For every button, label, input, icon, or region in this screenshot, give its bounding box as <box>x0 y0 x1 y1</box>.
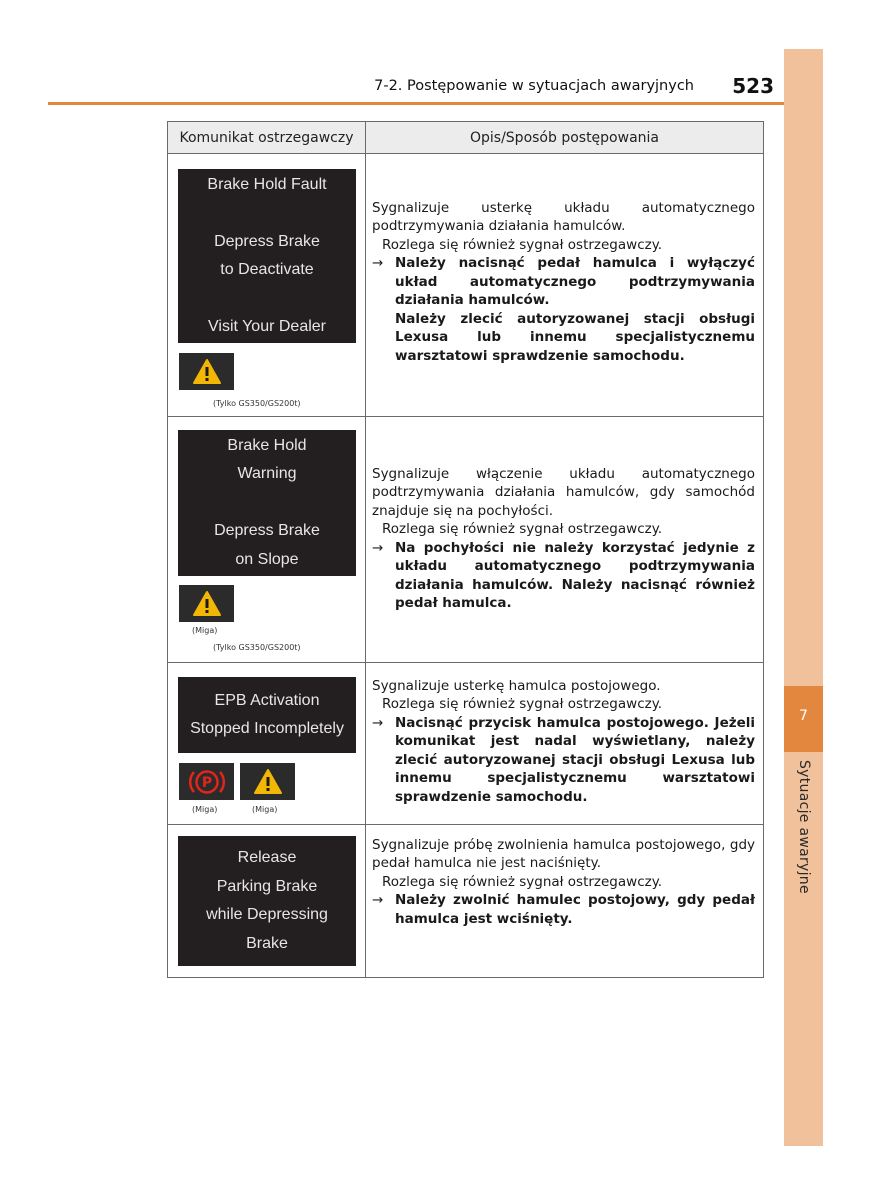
screen-line: Brake Hold Fault <box>207 175 327 193</box>
model-note: (Tylko GS350/GS200t) <box>213 643 301 652</box>
screen-line <box>178 489 356 518</box>
screen-line: while Depressing <box>206 906 328 923</box>
screen-line: Parking Brake <box>216 877 318 895</box>
screen-line: Depress Brake <box>214 232 320 250</box>
screen-line <box>178 285 356 314</box>
section-title: 7-2. Postępowanie w sytuacjach awaryjnych <box>374 78 694 94</box>
action-text: Na pochyłości nie należy korzystać jedynie z układu automatycznego podtrzymywania działania hamulców. Należy nacisnąć również pedał hamulca. <box>395 539 755 611</box>
screen-line: EPB Activation <box>214 691 320 709</box>
model-note: (Tylko GS350/GS200t) <box>213 399 301 408</box>
action-text-2: Należy zlecić autoryzowanej stacji obsługi Lexusa lub innemu specjalistycznemu warsztatowi sprawdzenie samochodu. <box>395 310 755 364</box>
message-cell <box>168 417 366 663</box>
warning-triangle-icon <box>179 353 234 390</box>
screen-line: Stopped Incompletely <box>190 720 344 737</box>
screen-line: Release <box>237 849 297 866</box>
display-screen <box>178 169 356 343</box>
arrow-icon: → <box>372 539 384 556</box>
blink-note: (Miga) <box>252 805 278 814</box>
message-cell <box>168 154 366 417</box>
action-text: Nacisnąć przycisk hamulca postojowego. Jeżeli komunikat jest nadal wyświetlany, należy zlecić autoryzowanej stacji obsługi Lexusa lub innemu specjalistycznemu warsztatowi sprawdzenie samochodu. <box>395 714 755 805</box>
message-cell <box>168 825 366 978</box>
display-screen <box>178 430 356 576</box>
display-screen <box>178 677 356 753</box>
side-tab <box>784 49 823 1146</box>
screen-line: on Slope <box>235 550 299 568</box>
description-cell <box>366 154 764 417</box>
action-item <box>372 254 755 365</box>
description-text: Sygnalizuje usterkę hamulca postojowego. <box>372 677 661 694</box>
message-cell <box>168 663 366 825</box>
action-item <box>372 891 755 928</box>
warning-triangle-icon <box>179 585 234 622</box>
table-row <box>168 663 764 825</box>
screen-line <box>178 199 356 228</box>
parking-brake-icon <box>179 763 234 800</box>
table-header-row <box>168 122 764 154</box>
sound-text: Rozlega się również sygnał ostrzegawczy. <box>382 696 663 713</box>
col-header-description: Opis/Sposób postępowania <box>366 122 764 154</box>
description-cell <box>366 825 764 978</box>
screen-line: Warning <box>237 465 297 483</box>
description-text: Sygnalizuje włączenie układu automatycznego podtrzymywania działania hamulców, gdy samochód znajduje się na pochyłości. <box>372 465 755 519</box>
action-text-1: Należy nacisnąć pedał hamulca i wyłączyć układ automatycznego podtrzymywania działania hamulców. <box>395 255 755 309</box>
screen-line: to Deactivate <box>220 261 314 278</box>
col-header-message: Komunikat ostrzegawczy <box>168 122 366 154</box>
sound-text: Rozlega się również sygnał ostrzegawczy. <box>382 521 663 537</box>
display-screen <box>178 836 356 966</box>
page-number: 523 <box>732 74 774 98</box>
table-row <box>168 154 764 417</box>
description-cell <box>366 417 764 663</box>
warning-triangle-icon <box>240 763 295 800</box>
action-item <box>372 714 755 807</box>
screen-line: Visit Your Dealer <box>208 318 326 335</box>
screen-line: Brake Hold <box>227 436 307 454</box>
table-row <box>168 417 764 663</box>
description-cell <box>366 663 764 825</box>
blink-note: (Miga) <box>192 626 218 635</box>
description-text: Sygnalizuje próbę zwolnienia hamulca postojowego, gdy pedał hamulca nie jest naciśnięty. <box>372 836 755 872</box>
action-text: Należy zwolnić hamulec postojowy, gdy pedał hamulca jest wciśnięty. <box>395 892 755 927</box>
screen-line: Depress Brake <box>214 522 320 540</box>
arrow-icon: → <box>372 714 384 731</box>
sound-text: Rozlega się również sygnał ostrzegawczy. <box>382 236 663 253</box>
action-text <box>395 254 755 365</box>
description-text: Sygnalizuje usterkę układu automatycznego podtrzymywania działania hamulców. <box>372 199 755 235</box>
chapter-label: Sytuacje awaryjne <box>796 760 812 894</box>
blink-note: (Miga) <box>192 805 218 814</box>
svg-text:P: P <box>201 774 212 791</box>
arrow-icon: → <box>372 255 384 272</box>
header-rule <box>48 102 784 105</box>
arrow-icon: → <box>372 892 384 909</box>
action-item <box>372 539 755 613</box>
table-row <box>168 825 764 978</box>
warning-table <box>167 121 764 978</box>
sound-text: Rozlega się również sygnał ostrzegawczy. <box>382 873 663 890</box>
chapter-number: 7 <box>784 686 823 752</box>
screen-line: Brake <box>246 934 288 952</box>
